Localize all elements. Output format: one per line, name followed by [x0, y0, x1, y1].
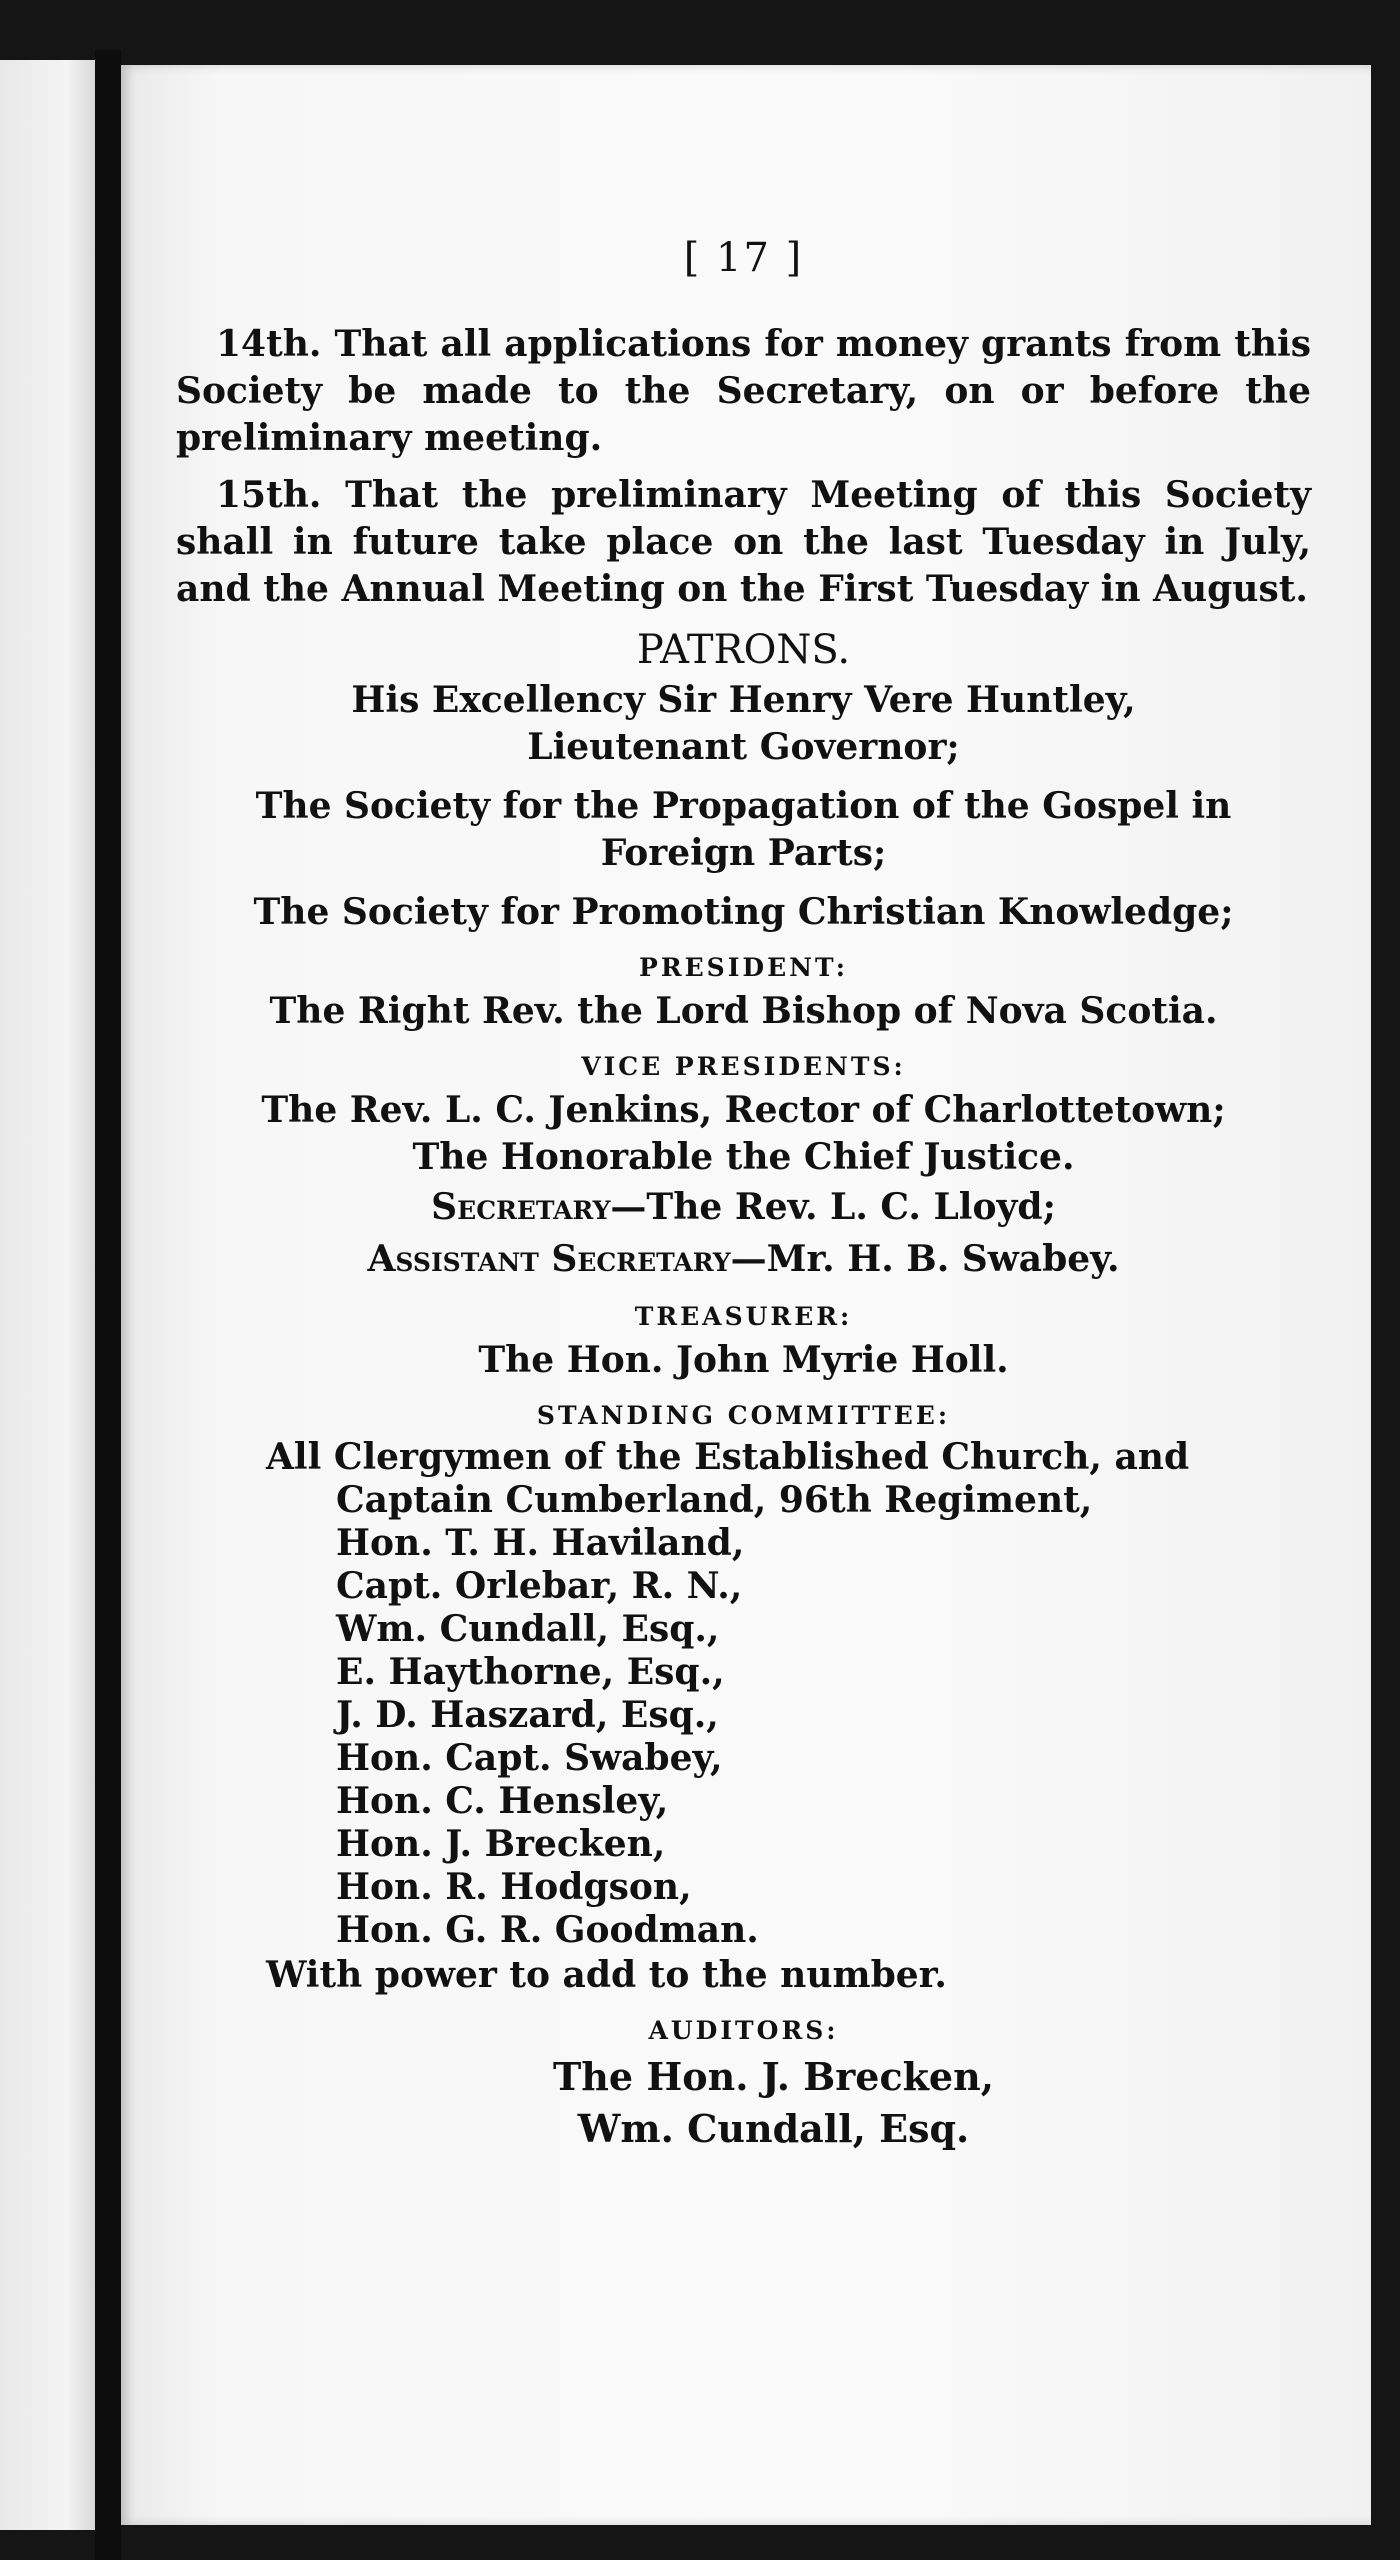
auditors-heading: AUDITORS: — [648, 2016, 839, 2045]
vice-presidents-heading: VICE PRESIDENTS: — [581, 1052, 906, 1081]
rule-14-text: That all applications for money grants from this Society be made to the Secretary, on or before the preliminary meeting. — [176, 323, 1311, 459]
committee-member: Wm. Cundall, Esq., — [336, 1608, 720, 1650]
patron-entry: Foreign Parts; — [600, 832, 887, 874]
committee-member: J. D. Haszard, Esq., — [336, 1694, 719, 1736]
committee-member: Hon. R. Hodgson, — [336, 1866, 692, 1908]
secretary-line — [176, 1181, 1311, 1233]
page-number: [ 17 ] — [683, 235, 804, 281]
committee-member: Hon. Capt. Swabey, — [336, 1737, 723, 1779]
assistant-secretary-line — [176, 1233, 1311, 1285]
treasurer-name: The Hon. John Myrie Holl. — [478, 1339, 1009, 1381]
vice-president-name: The Honorable the Chief Justice. — [412, 1136, 1075, 1178]
previous-page-edge — [0, 60, 95, 2530]
patron-entry: The Society for Promoting Christian Knowledge; — [253, 891, 1234, 933]
patron-entry: His Excellency Sir Henry Vere Huntley, — [351, 679, 1136, 721]
treasurer-heading: TREASURER: — [634, 1302, 853, 1331]
committee-member: Capt. Orlebar, R. N., — [336, 1565, 743, 1607]
rule-14 — [176, 321, 1311, 462]
page-text — [176, 235, 1311, 2155]
rule-15-number: 15th. — [216, 474, 322, 516]
auditor-name: Wm. Cundall, Esq. — [577, 2106, 970, 2151]
committee-member: E. Haythorne, Esq., — [336, 1651, 725, 1693]
auditor-name: The Hon. J. Brecken, — [553, 2054, 994, 2099]
vice-president-name: The Rev. L. C. Jenkins, Rector of Charlottetown; — [261, 1089, 1226, 1131]
president-name: The Right Rev. the Lord Bishop of Nova Scotia. — [269, 990, 1218, 1032]
standing-committee-heading: STANDING COMMITTEE: — [536, 1401, 951, 1430]
committee-member: Hon. C. Hensley, — [336, 1780, 669, 1822]
secretary-title: Secretary — [431, 1186, 611, 1228]
secretary-name: —The Rev. L. C. Lloyd; — [610, 1186, 1056, 1228]
book-gutter — [95, 50, 121, 2560]
committee-member: Captain Cumberland, 96th Regiment, — [336, 1479, 1093, 1521]
president-heading: PRESIDENT: — [639, 953, 848, 982]
committee-first-line: All Clergymen of the Established Church, and — [266, 1436, 1190, 1478]
committee-closing: With power to add to the number. — [266, 1954, 947, 1996]
book-page — [121, 65, 1371, 2525]
rule-15 — [176, 472, 1311, 613]
committee-member: Hon. T. H. Haviland, — [336, 1522, 745, 1564]
patron-entry: Lieutenant Governor; — [527, 726, 960, 768]
patrons-heading: PATRONS. — [636, 627, 851, 673]
committee-members — [336, 1479, 1311, 1952]
patron-entry: The Society for the Propagation of the Gospel in — [255, 785, 1232, 827]
assistant-secretary-name: —Mr. H. B. Swabey. — [730, 1238, 1120, 1280]
assistant-secretary-title: Assistant Secretary — [367, 1238, 731, 1280]
rule-14-number: 14th. — [216, 323, 322, 365]
committee-member: Hon. G. R. Goodman. — [336, 1909, 759, 1951]
rule-15-text: That the preliminary Meeting of this Society shall in future take place on the last Tuesday in July, and the Annual Meeting on the First Tuesday in August. — [176, 474, 1311, 610]
committee-member: Hon. J. Brecken, — [336, 1823, 666, 1865]
